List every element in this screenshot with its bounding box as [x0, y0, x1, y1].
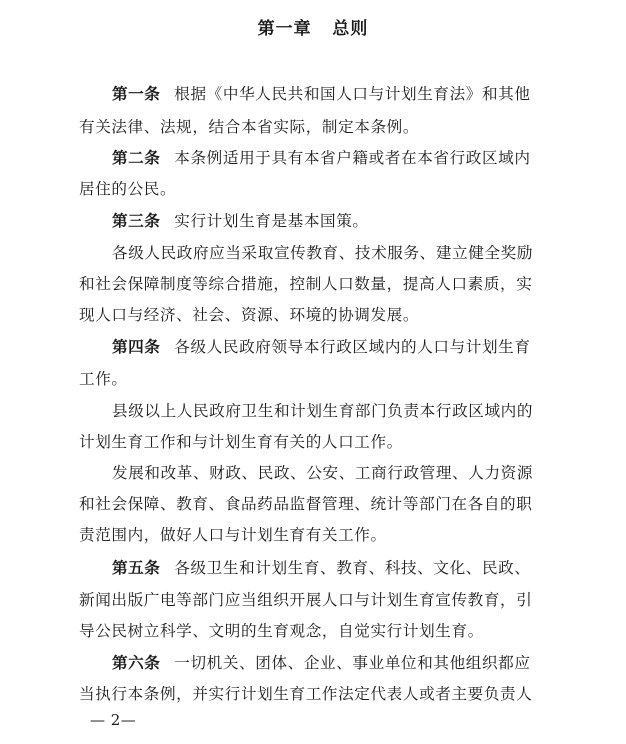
article-1-line-2: 有关法律、法规，结合本省实际，制定本条例。: [79, 118, 420, 136]
article-1-line-1: [112, 81, 559, 107]
article-3-para-line-3: 现人口与经济、社会、资源、环境的协调发展。: [79, 306, 420, 324]
article-2-line-2: 居住的公民。: [79, 180, 177, 198]
article-4-para2-line-1: 县级以上人民政府卫生和计划生育部门负责本行政区域内的: [112, 402, 534, 420]
article-6-line-2: 当执行本条例，并实行计划生育工作法定代表人或者主要负责人: [79, 685, 533, 703]
article-4-para3-line-1: 发展和改革、财政、民政、公安、工商行政管理、人力资源: [112, 464, 534, 482]
article-4-para3-line-3: 责范围内，做好人口与计划生育有关工作。: [79, 526, 387, 544]
article-4-para2-line-2: 计划生育工作和与计划生育有关的人口工作。: [79, 433, 403, 451]
line-text: 各级人民政府领导本行政区域内的人口与计划生育: [174, 338, 531, 356]
article-4-heading: 第四条: [112, 338, 161, 356]
page-number: — 2—: [90, 711, 137, 729]
article-4-line-1: [112, 334, 559, 360]
article-3-heading: 第三条: [112, 212, 161, 230]
article-3-para-line-1: 各级人民政府应当采取宣传教育、技术服务、建立健全奖励: [112, 244, 534, 262]
article-3-line-1: [112, 208, 559, 234]
article-5-line-2: 新闻出版广电等部门应当组织开展人口与计划生育宣传教育，引: [79, 591, 533, 609]
article-5-line-3: 导公民树立科学、文明的生育观念，自觉实行计划生育。: [79, 622, 484, 640]
article-1-heading: 第一条: [112, 85, 161, 103]
line-text: 实行计划生育是基本国策。: [174, 212, 369, 230]
article-2-heading: 第二条: [112, 149, 161, 167]
article-4-line-2: 工作。: [79, 370, 128, 388]
chapter-title: 第一章 总则: [257, 19, 369, 39]
article-3-para-line-2: 和社会保障制度等综合措施，控制人口数量，提高人口素质，实: [79, 275, 533, 293]
article-4-para3-line-2: 和社会保障、教育、食品药品监督管理、统计等部门在各自的职: [79, 495, 533, 513]
line-text: 根据《中华人民共和国人口与计划生育法》和其他: [174, 85, 531, 103]
article-6-heading: 第六条: [112, 654, 161, 672]
article-2-line-1: [112, 145, 559, 171]
article-5-heading: 第五条: [112, 559, 161, 577]
article-6-line-1: [112, 650, 559, 676]
article-5-line-1: [112, 555, 559, 581]
line-text: 本条例适用于具有本省户籍或者在本省行政区域内: [174, 149, 531, 167]
line-text: 一切机关、团体、企业、事业单位和其他组织都应: [174, 654, 531, 672]
line-text: 各级卫生和计划生育、教育、科技、文化、民政、: [174, 559, 531, 577]
